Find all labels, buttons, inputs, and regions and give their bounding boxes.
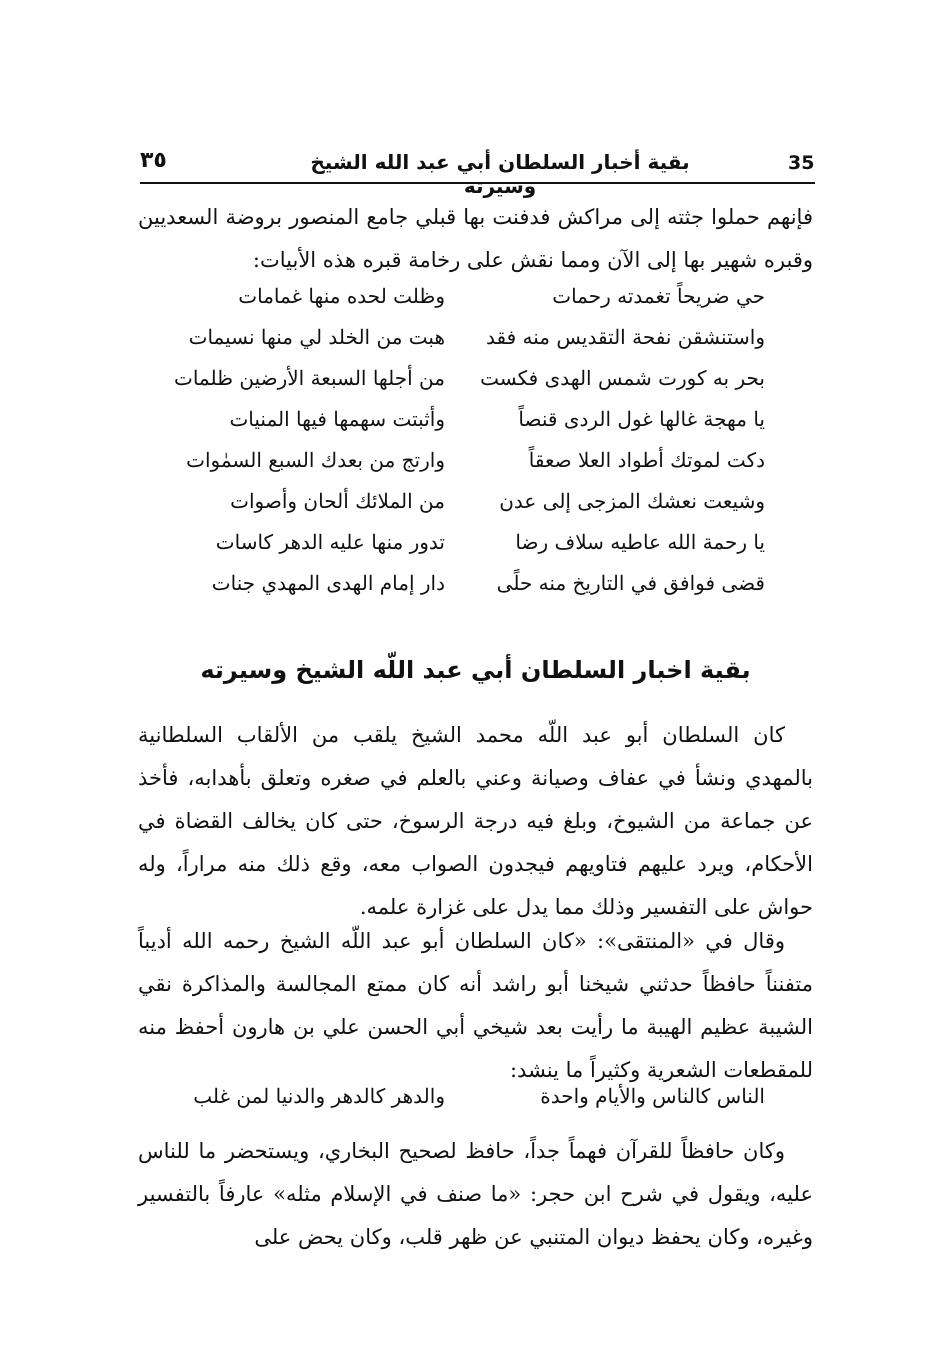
verse-second-hemistich: والدهر كالدهر والدنيا لمن غلب bbox=[193, 1084, 445, 1108]
paragraph-text: وقال في «المنتقى»: «كان السلطان أبو عبد اللّه الشيخ رحمه الله أديباً متفنناً حافظاً حدثني شيخنا أبو راشد أنه كان ممتع المجالسة والمذاكرة نقي الشيبة عظيم الهيبة ما رأيت بعد شيخي أبي الحسن علي بن هارون أحفظ منه للمقطعات الشعرية وكثيراً ما ينشد: bbox=[138, 929, 813, 1082]
verse-second-hemistich: هبت من الخلد لي منها نسيمات bbox=[188, 325, 445, 349]
page-header bbox=[140, 142, 815, 198]
verse-first-hemistich: قضى فوافق في التاريخ منه حلًى bbox=[496, 571, 765, 595]
poem-verse bbox=[138, 407, 813, 448]
verse-second-hemistich: دار إمام الهدى المهدي جنات bbox=[211, 571, 445, 595]
section-paragraph-3 bbox=[138, 1130, 813, 1259]
poem-verse bbox=[138, 325, 813, 366]
poem-verse bbox=[138, 448, 813, 489]
verse-first-hemistich: واستنشقن نفحة التقديس منه فقد bbox=[486, 325, 765, 349]
verse-first-hemistich: حي ضريحاً تغمدته رحمات bbox=[552, 284, 765, 308]
poem-verse bbox=[138, 1084, 813, 1125]
verse-second-hemistich: من أجلها السبعة الأرضين ظلمات bbox=[173, 366, 445, 390]
quoted-verse bbox=[138, 1084, 813, 1125]
verse-first-hemistich: يا رحمة الله عاطيه سلاف رضا bbox=[515, 530, 765, 554]
poem-verse bbox=[138, 530, 813, 571]
verse-first-hemistich: بحر به كورت شمس الهدى فكست bbox=[480, 366, 765, 390]
paragraph-text: كان السلطان أبو عبد اللّه محمد الشيخ يلقب من الألقاب السلطانية بالمهدي ونشأ في عفاف وصيانة وعني بالعلم في صغره وتعلق بأهدابه، فأخذ عن جماعة من الشيوخ، وبلغ فيه درجة الرسوخ، حتى كان يخالف القضاة في الأحكام، ويرد عليهم فتاويهم فيجدون الصواب معه، وقع ذلك منه مراراً، وله حواش على التفسير وذلك مما يدل على غزارة علمه. bbox=[138, 723, 813, 919]
page-number-latin: 35 bbox=[788, 152, 815, 174]
poem bbox=[138, 284, 813, 612]
verse-second-hemistich: تدور منها عليه الدهر كاسات bbox=[215, 530, 445, 554]
poem-verse bbox=[138, 284, 813, 325]
verse-second-hemistich: وارتج من بعدك السبع السمٰوات bbox=[186, 448, 445, 472]
verse-first-hemistich: دكت لموتك أطواد العلا صعقاً bbox=[528, 448, 765, 472]
running-title: بقية أخبار السلطان أبي عبد الله الشيخ وسيرته bbox=[310, 150, 690, 198]
page-number-arabic: ٣٥ bbox=[140, 148, 167, 173]
intro-paragraph: فإنهم حملوا جثته إلى مراكش فدفنت بها قبلي جامع المنصور بروضة السعديين وقبره شهير بها إلى الآن ومما نقش على رخامة قبره هذه الأبيات: bbox=[138, 205, 813, 272]
poem-verse bbox=[138, 571, 813, 612]
verse-first-hemistich: الناس كالناس والأيام واحدة bbox=[540, 1084, 765, 1108]
verse-first-hemistich: يا مهجة غالها غول الردى قنصاً bbox=[518, 407, 765, 431]
verse-second-hemistich: وظلت لحده منها غمامات bbox=[238, 284, 445, 308]
poem-verse bbox=[138, 489, 813, 530]
verse-first-hemistich: وشيعت نعشك المزجى إلى عدن bbox=[499, 489, 765, 513]
paragraph-text: وكان حافظاً للقرآن فهماً جداً، حافظ لصحيح البخاري، ويستحضر ما للناس عليه، ويقول في شرح ابن حجر: «ما صنف في الإسلام مثله» عارفاً بالتفسير وغيره، وكان يحفظ ديوان المتنبي عن ظهر قلب، وكان يحض على bbox=[138, 1139, 813, 1249]
section-paragraph-2 bbox=[138, 920, 813, 1092]
poem-verse bbox=[138, 366, 813, 407]
section-heading: بقية اخبار السلطان أبي عبد اللّه الشيخ وسيرته bbox=[200, 656, 751, 684]
verse-second-hemistich: وأثبتت سهمها فيها المنيات bbox=[229, 407, 445, 431]
section-paragraph-1 bbox=[138, 714, 813, 929]
verse-second-hemistich: من الملائك ألحان وأصوات bbox=[230, 489, 445, 513]
